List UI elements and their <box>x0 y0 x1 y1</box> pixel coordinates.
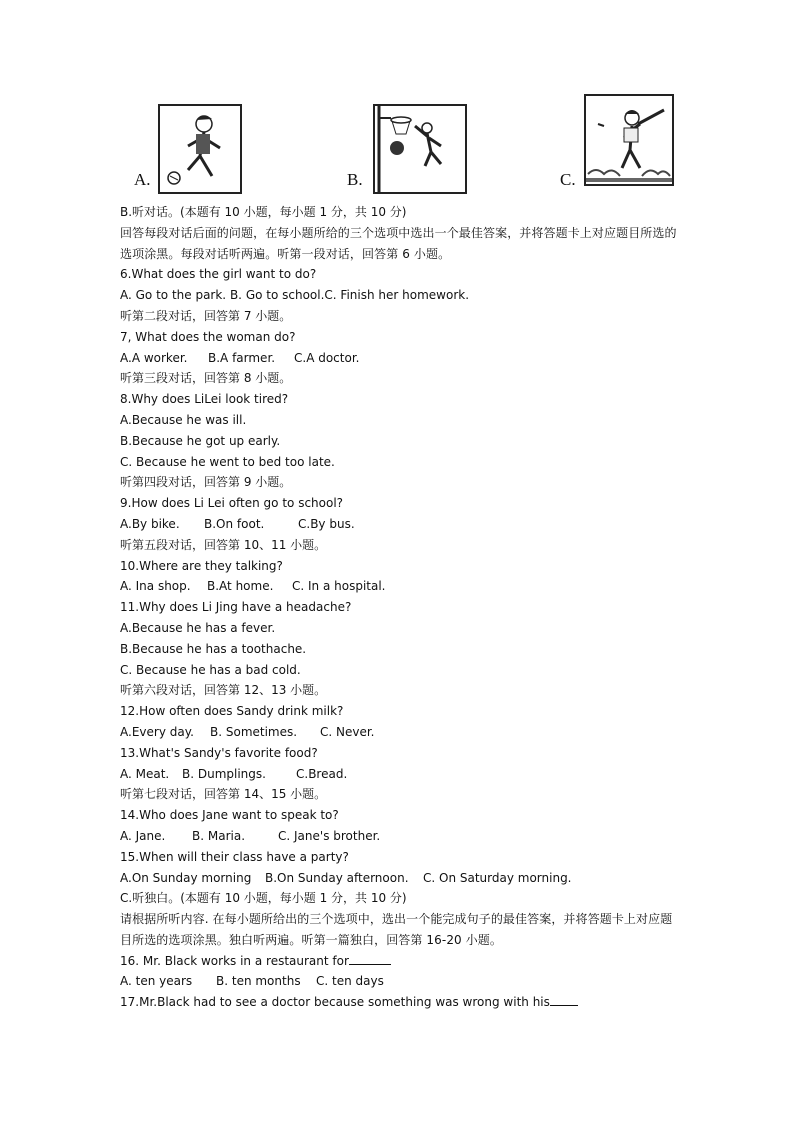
question-9-options <box>120 514 680 535</box>
q16-option-a: A. ten years <box>120 974 193 989</box>
q10-option-c: C. In a hospital. <box>292 579 386 594</box>
dialogue-cue-3: 听第三段对话，回答第 8 小题。 <box>120 371 292 386</box>
question-8-stem: 8.Why does LiLei look tired? <box>120 392 289 407</box>
question-17 <box>120 992 680 1013</box>
q11-option-b: B.Because he has a toothache. <box>120 641 307 656</box>
question-17-stem: 17.Mr.Black had to see a doctor because something was wrong with his <box>120 995 550 1010</box>
question-14-options <box>120 826 680 847</box>
question-10-options <box>120 576 680 597</box>
q12-option-c: C. Never. <box>320 724 375 739</box>
answer-blank-17 <box>550 993 578 1006</box>
dialogue-cue-6: 听第六段对话，回答第 12、13 小题。 <box>120 683 327 698</box>
question-13-stem: 13.What's Sandy's favorite food? <box>120 745 318 760</box>
q14-option-a: A. Jane. <box>120 828 166 843</box>
question-16 <box>120 951 680 972</box>
q13-option-b: B. Dumplings. <box>182 766 266 781</box>
section-b-header: B.听对话。(本题有 10 小题，每小题 1 分，共 10 分) <box>120 205 407 219</box>
section-b-instructions: 回答每段对话后面的问题，在每小题所给的三个选项中选出一个最佳答案，并将答题卡上对应题目所选的选项涂黑。每段对话听两遍。听第一段对话，回答第 6 小题。 <box>120 225 677 261</box>
q9-option-c: C.By bus. <box>298 516 355 531</box>
question-6-options <box>120 285 680 306</box>
q8-option-a: A.Because he was ill. <box>120 412 247 427</box>
question-11-stem: 11.Why does Li Jing have a headache? <box>120 600 352 615</box>
picture-c-letter: C. <box>560 170 576 189</box>
q13-option-c: C.Bread. <box>296 766 348 781</box>
q16-option-b: B. ten months <box>216 974 301 989</box>
picture-c <box>550 92 690 196</box>
question-13-options <box>120 764 680 785</box>
running-boy-picture <box>158 104 242 194</box>
baseball-batter-icon <box>586 96 672 184</box>
q15-option-c: C. On Saturday morning. <box>423 870 572 885</box>
q14-option-b: B. Maria. <box>192 828 246 843</box>
dialogue-cue-7: 听第七段对话，回答第 14、15 小题。 <box>120 787 327 802</box>
baseball-picture <box>584 94 674 186</box>
q15-option-a: A.On Sunday morning <box>120 870 252 885</box>
q6-option-c: C. Finish her homework. <box>324 288 470 303</box>
q6-option-a: A. Go to the park. <box>120 288 227 303</box>
question-14-stem: 14.Who does Jane want to speak to? <box>120 808 339 823</box>
basketball-picture <box>373 104 467 194</box>
q6-option-b: B. Go to school. <box>229 288 325 303</box>
question-7-options <box>120 348 680 369</box>
question-15-stem: 15.When will their class have a party? <box>120 849 349 864</box>
section-c-header: C.听独白。(本题有 10 小题，每小题 1 分，共 10 分) <box>120 891 407 906</box>
q10-option-a: A. Ina shop. <box>120 579 191 594</box>
question-7-stem: 7, What does the woman do? <box>120 329 296 344</box>
q8-option-c: C. Because he went to bed too late. <box>120 454 335 469</box>
question-15-options <box>120 868 680 889</box>
q7-option-b: B.A farmer. <box>208 350 276 365</box>
picture-a-letter: A. <box>134 170 151 189</box>
running-boy-icon <box>160 106 240 192</box>
question-10-stem: 10.Where are they talking? <box>120 558 283 573</box>
dialogue-cue-5: 听第五段对话，回答第 10、11 小题。 <box>120 537 327 552</box>
dialogue-cue-2: 听第二段对话，回答第 7 小题。 <box>120 308 292 323</box>
q16-option-c: C. ten days <box>316 974 384 989</box>
q13-option-a: A. Meat. <box>120 766 170 781</box>
q14-option-c: C. Jane's brother. <box>278 828 381 843</box>
q7-option-c: C.A doctor. <box>294 350 360 365</box>
picture-a <box>120 96 250 196</box>
q12-option-b: B. Sometimes. <box>210 724 298 739</box>
q11-option-a: A.Because he has a fever. <box>120 620 276 635</box>
q11-option-c: C. Because he has a bad cold. <box>120 662 301 677</box>
q10-option-b: B.At home. <box>207 579 274 594</box>
q9-option-b: B.On foot. <box>204 516 265 531</box>
q9-option-a: A.By bike. <box>120 516 180 531</box>
q12-option-a: A.Every day. <box>120 724 194 739</box>
dialogue-cue-4: 听第四段对话，回答第 9 小题。 <box>120 475 292 490</box>
picture-b-letter: B. <box>347 170 363 189</box>
question-16-stem: 16. Mr. Black works in a restaurant for <box>120 953 349 968</box>
basketball-player-icon <box>375 106 465 192</box>
section-c-instructions: 请根据所听内容. 在每小题所给出的三个选项中，选出一个能完成句子的最佳答案，并将答题卡上对应题目所选的选项涂黑。独白听两遍。听第一篇独白，回答第 16-20 小题。 <box>120 912 673 947</box>
question-content <box>120 202 680 1013</box>
picture-b <box>335 96 475 196</box>
question-9-stem: 9.How does Li Lei often go to school? <box>120 496 344 511</box>
answer-blank-16 <box>349 952 391 965</box>
picture-options <box>120 96 680 196</box>
q8-option-b: B.Because he got up early. <box>120 433 281 448</box>
question-6-stem: 6.What does the girl want to do? <box>120 267 317 282</box>
q7-option-a: A.A worker. <box>120 350 188 365</box>
question-16-options <box>120 971 680 992</box>
question-12-options <box>120 722 680 743</box>
q15-option-b: B.On Sunday afternoon. <box>265 870 409 885</box>
question-12-stem: 12.How often does Sandy drink milk? <box>120 704 344 719</box>
